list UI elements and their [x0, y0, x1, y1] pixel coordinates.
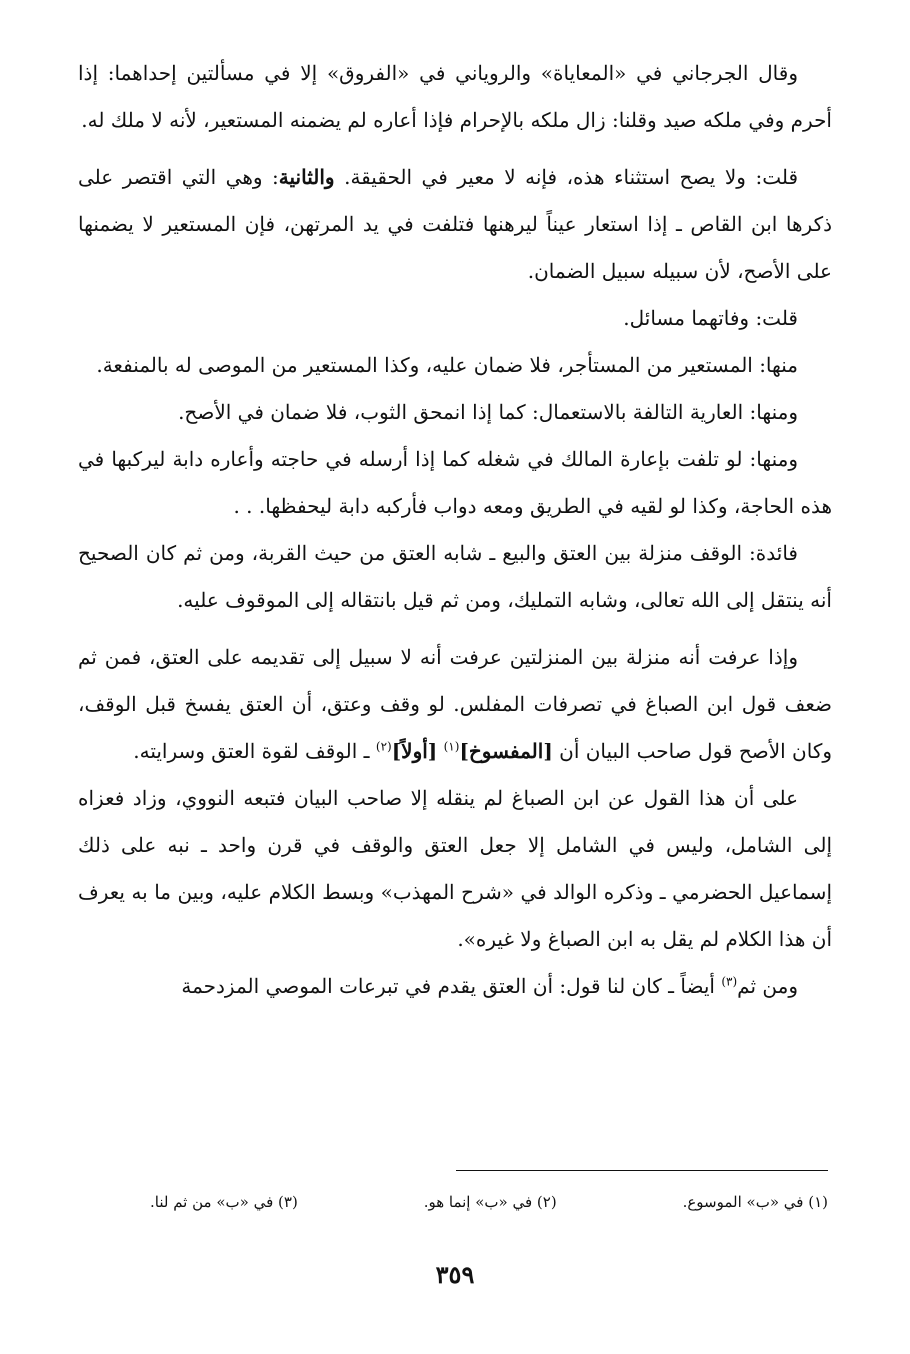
paragraph-text: ومنها: لو تلفت بإعارة المالك في شغله كما إذا أرسله في حاجته وأعاره دابة ليركبها في هذه الحاجة، وكذا لو لقيه في الطريق ومعه دواب فأركبه دابة ليحفظها. . . — [78, 447, 832, 518]
footnote-3: (٣) في «ب» من ثم لنا. — [150, 1193, 298, 1211]
paragraph-text-after: : وهي التي اقتصر على ذكرها ابن القاص ـ إذا استعار عيناً ليرهنها فتلفت في يد المرتهن، فإن المستعير لا يضمنها على الأصح، لأن سبيله سبيل الضمان. — [78, 165, 832, 283]
bold-bracket-1: [المفسوخ] — [459, 739, 553, 763]
paragraph-text: ومن ثم — [737, 974, 798, 998]
paragraph-1 — [78, 50, 832, 144]
page-number: ٣٥٩ — [435, 1260, 475, 1289]
paragraph-text: وإذا عرفت أنه منزلة بين المنزلتين عرفت أنه لا سبيل إلى تقديمه على العتق، فمن ثم ضعف قول ابن الصباغ في تصرفات المفلس. لو وقف وعتق، أن العتق يفسخ قبل الوقف، وكان الأصح قول صاحب البيان أن — [78, 645, 832, 763]
paragraph-3 — [78, 295, 832, 342]
footnotes — [150, 1190, 828, 1214]
paragraph-10 — [78, 963, 832, 1010]
bold-label: والثانية — [278, 165, 335, 189]
paragraph-text: قلت: ولا يصح استثناء هذه، فإنه لا معير في الحقيقة. — [344, 165, 799, 189]
footnote-marker-2: (٢) — [375, 739, 392, 754]
paragraph-4 — [78, 342, 832, 389]
paragraph-text: على أن هذا القول عن ابن الصباغ لم ينقله إلا صاحب البيان فتبعه النووي، وزاد فعزاه إلى الشامل، وليس في الشامل إلا جعل العتق والوقف في قرن واحد ـ نبه على ذلك إسماعيل الحضرمي ـ وذكره الوالد في «شرح المهذب» وبسط الكلام عليه، وبين ما به يعرف أن هذا الكلام لم يقل به ابن الصباغ ولا غيره». — [78, 786, 832, 951]
bold-bracket-2: [أولاً] — [391, 739, 438, 763]
footnote-marker-3: (٣) — [721, 974, 738, 989]
paragraph-text: قلت: وفاتهما مسائل. — [623, 306, 798, 330]
paragraph-text-after: أيضاً ـ كان لنا قول: أن العتق يقدم في تبرعات الموصي المزدحمة — [181, 974, 715, 998]
main-text — [78, 50, 832, 1010]
paragraph-9 — [78, 775, 832, 963]
paragraph-7 — [78, 530, 832, 624]
paragraph-6 — [78, 436, 832, 530]
footnote-divider — [456, 1170, 828, 1171]
paragraph-text: منها: المستعير من المستأجر، فلا ضمان عليه، وكذا المستعير من الموصى له بالمنفعة. — [96, 353, 798, 377]
paragraph-text: فائدة: الوقف منزلة بين العتق والبيع ـ شابه العتق من حيث القربة، ومن ثم كان الصحيح أنه ينتقل إلى الله تعالى، وشابه التمليك، ومن ثم قيل بانتقاله إلى الموقوف عليه. — [78, 541, 832, 612]
footnote-marker-1: (١) — [443, 739, 460, 754]
paragraph-text-after: ـ الوقف لقوة العتق وسرايته. — [133, 739, 370, 763]
paragraph-text: ومنها: العارية التالفة بالاستعمال: كما إذا انمحق الثوب، فلا ضمان في الأصح. — [178, 400, 798, 424]
paragraph-8 — [78, 634, 832, 775]
paragraph-2 — [78, 154, 832, 295]
paragraph-text: وقال الجرجاني في «المعاياة» والروياني في «الفروق» إلا في مسألتين إحداهما: إذا أحرم وفي ملكه صيد وقلنا: زال ملكه بالإحرام فإذا أعاره لم يضمنه المستعير، لأنه لا ملك له. — [78, 61, 832, 132]
footnote-1: (١) في «ب» الموسوع. — [682, 1193, 828, 1211]
paragraph-5 — [78, 389, 832, 436]
footnote-2: (٢) في «ب» إنما هو. — [423, 1193, 557, 1211]
